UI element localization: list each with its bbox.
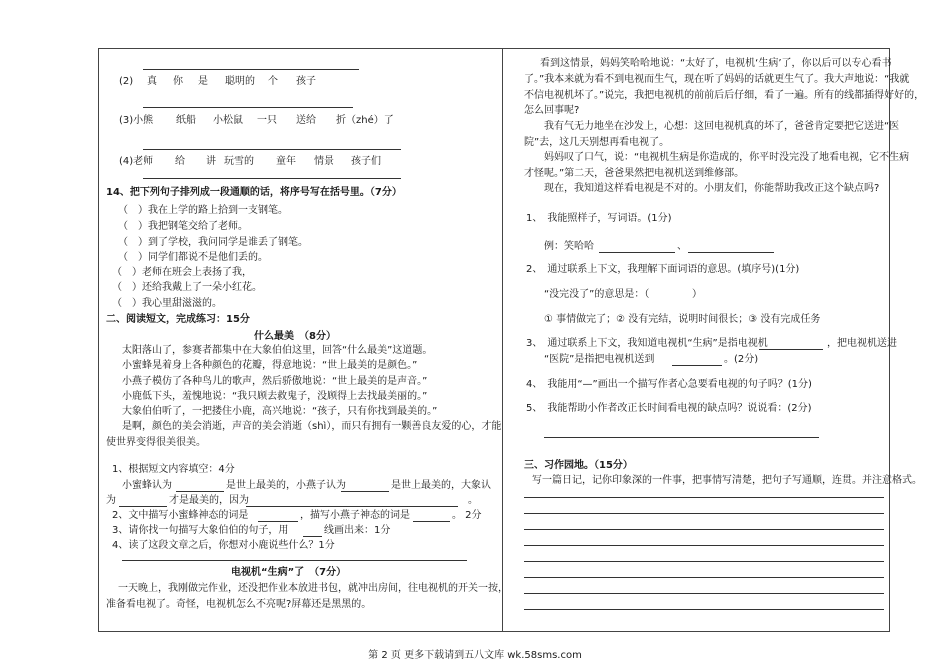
writing-line[interactable] [524,529,884,530]
text: 。 2分 [452,510,482,521]
word: (4)老师 [119,156,154,167]
list-item: （ ）我把钢笔交给了老师。 [118,221,248,232]
word: 情景 [314,156,334,167]
answer-line [122,560,467,561]
question-4: 4、 我能用“—”画出一个描写作者心急要看电视的句子吗？(1分) [526,379,812,390]
fill-blank[interactable] [246,506,458,507]
passage-line: 院”去，这几天别想再看电视了。 [524,137,670,148]
fill-blank[interactable] [672,365,722,366]
passage-line: 小鹿低下头，羞愧地说：“我只顾去救鬼子，没顾得上去找最美丽的。” [122,391,428,402]
writing-line[interactable] [524,593,884,594]
passage-line: 了。”我本来就为看不到电视而生气，现在听了妈妈的话就更生气了。我大声地说：“我就 [524,74,910,85]
word: (3)小熊 [119,115,154,126]
word: 纸船 [176,115,196,126]
word: 是 [198,76,208,87]
word: (2) [119,76,134,87]
fill-blank[interactable] [688,252,774,253]
word: 孩子们 [351,156,381,167]
fill-blank[interactable] [176,491,224,492]
list-item: （ ）同学们都说不是他们丢的。 [118,252,268,263]
text: ，描写小燕子神态的词是 [300,510,410,521]
word: 折（zhé）了 [336,115,394,126]
list-item: （ ）我在上学的路上拾到一支钢笔。 [118,205,288,216]
text: 、 [677,241,687,252]
passage-line: 是啊，颜色的美会消逝，声音的美会消逝（shì），而只有拥有一颗善良友爱的心，才能 [122,421,502,432]
passage-line: 大象伯伯听了，一把搂住小鹿，高兴地说：“孩子，只有你找到最美的。” [122,406,438,417]
question-1: 1、 我能照样子，写词语。(1分) [526,213,672,224]
text: 是世上最美的，小燕子认为 [226,480,346,491]
word: 聪明的 [225,76,255,87]
word: 真 [147,76,157,87]
question-2-options: ① 事情做完了；② 没有完结，说明时间很长；③ 没有完成任务 [544,314,821,325]
fill-blank[interactable] [341,491,389,492]
text: 是世上最美的，大象认 [391,480,491,491]
passage-line: 我有气无力地坐在沙发上，心想：这回电视机真的坏了，爸爸肯定要把它送进“医 [544,121,900,132]
passage-line: 妈妈叹了口气，说：“电视机生病是你造成的，你平时没完没了地看电视，它不生病 [544,152,910,163]
passage-line: 怎么回事呢? [524,105,580,116]
section-2-title: 二、阅读短文，完成练习：15分 [106,314,250,325]
passage-line: 不信电视机坏了。”说完，我把电视机的前前后后仔细，看了一遍。所有的线都插得好好的， [524,90,925,101]
answer-line [544,437,819,438]
writing-prompt: 写一篇日记，记你印象深的一件事，把事情写清楚，把句子写通顺，连贯。并注意格式。 [532,475,922,486]
fill-blank[interactable] [303,536,322,537]
text: 。 [468,495,478,506]
word: 孩子 [296,76,316,87]
passage-line: 一天晚上，我刚做完作业，还没把作业本放进书包，就冲出房间，往电视机的开关一按， [118,583,508,594]
word: 小松鼠 [213,115,243,126]
text: “没完没了”的意思是：（ [544,289,650,300]
list-item: （ ）老师在班会上表扬了我， [112,267,252,278]
text: 为 [106,495,116,506]
question-14-title: 14、把下列句子排列成一段通顺的话，将序号写在括号里。（7分） [106,187,402,198]
word: 你 [173,76,183,87]
word: 送给 [296,115,316,126]
answer-line [143,149,401,150]
writing-line[interactable] [524,513,884,514]
fill-blank[interactable] [413,521,450,522]
passage-line: 看到这情景，妈妈笑哈哈地说：“太好了，电视机‘生病’了，你以后可以专心看书 [540,58,892,69]
list-item: （ ）到了学校，我问同学是谁丢了钢笔。 [118,237,308,248]
word: 一只 [257,115,277,126]
fill-blank[interactable] [759,349,823,350]
question-2: 2、 通过联系上下文，我理解下面词语的意思。(填序号)(1分) [526,264,800,275]
fill-blank[interactable] [119,506,167,507]
text: 小蜜蜂认为 [122,480,172,491]
text: 才是最美的，因为 [169,495,249,506]
writing-line[interactable] [524,609,884,610]
text: 例：笑哈哈 [544,241,594,252]
passage-1-title: 什么最美 （8分） [254,331,336,342]
fill-blank[interactable] [599,252,675,253]
section-3-title: 三、习作园地。（15分） [524,460,633,471]
passage-line: 小燕子模仿了各种鸟儿的歌声，然后骄傲地说：“世上最美的是声音。” [122,376,428,387]
column-divider [502,48,503,632]
list-item: （ ）我心里甜滋滋的。 [112,298,222,309]
question-5: 5、 我能帮助小作者改正长时间看电视的缺点吗？说说看：(2分) [526,403,812,414]
passage-line: 才怪呢。”第二天，爸爸果然把电视机送到维修部。 [524,168,745,179]
passage-1-q1: 1、根据短文内容填空：4分 [112,464,235,475]
answer-line [143,69,359,70]
text: ，把电视机送进 [827,338,897,349]
answer-line [143,178,401,179]
text: 线画出来：1分 [324,525,391,536]
word: 个 [268,76,278,87]
passage-line: 准备看电视了。奇怪，电视机怎么不亮呢?屏幕还是黑黑的。 [106,599,372,610]
page-footer: 第 2 页 更多下载请到五八文库 wk.58sms.com [368,650,582,661]
answer-line [143,107,353,108]
list-item: （ ）还给我戴上了一朵小红花。 [112,282,262,293]
word: 玩雪的 [224,156,254,167]
fill-blank[interactable] [258,521,298,522]
passage-line: 太阳落山了，参赛者都集中在大象伯伯这里，回答“什么最美”这道题。 [122,345,433,356]
text: “医院”是指把电视机送到 [544,354,655,365]
writing-line[interactable] [524,577,884,578]
word: 给 [175,156,185,167]
passage-1-q4: 4、读了这段文章之后，你想对小鹿说些什么？1分 [112,540,335,551]
passage-line: 小蜜蜂晃着身上各种颜色的花瓣，得意地说：“世上最美的是颜色。” [122,360,418,371]
text: 。(2分) [724,354,759,365]
text: 3、请你找一句描写大象伯伯的句子，用 [112,525,289,536]
text: 2、文中描写小蜜蜂神态的词是 [112,510,249,521]
writing-line[interactable] [524,545,884,546]
word: 讲 [206,156,216,167]
writing-line[interactable] [524,497,884,498]
word: 童年 [276,156,296,167]
passage-line: 使世界变得很美很美。 [106,437,206,448]
writing-line[interactable] [524,561,884,562]
text: 3、 通过联系上下文，我知道电视机“生病”是指电视机 [526,338,768,349]
passage-line: 现在，我知道这样看电视是不对的。小朋友们，你能帮助我改正这个缺点吗? [544,183,880,194]
text: ） [692,289,702,300]
passage-2-title: 电视机“生病”了 （7分） [231,567,347,578]
